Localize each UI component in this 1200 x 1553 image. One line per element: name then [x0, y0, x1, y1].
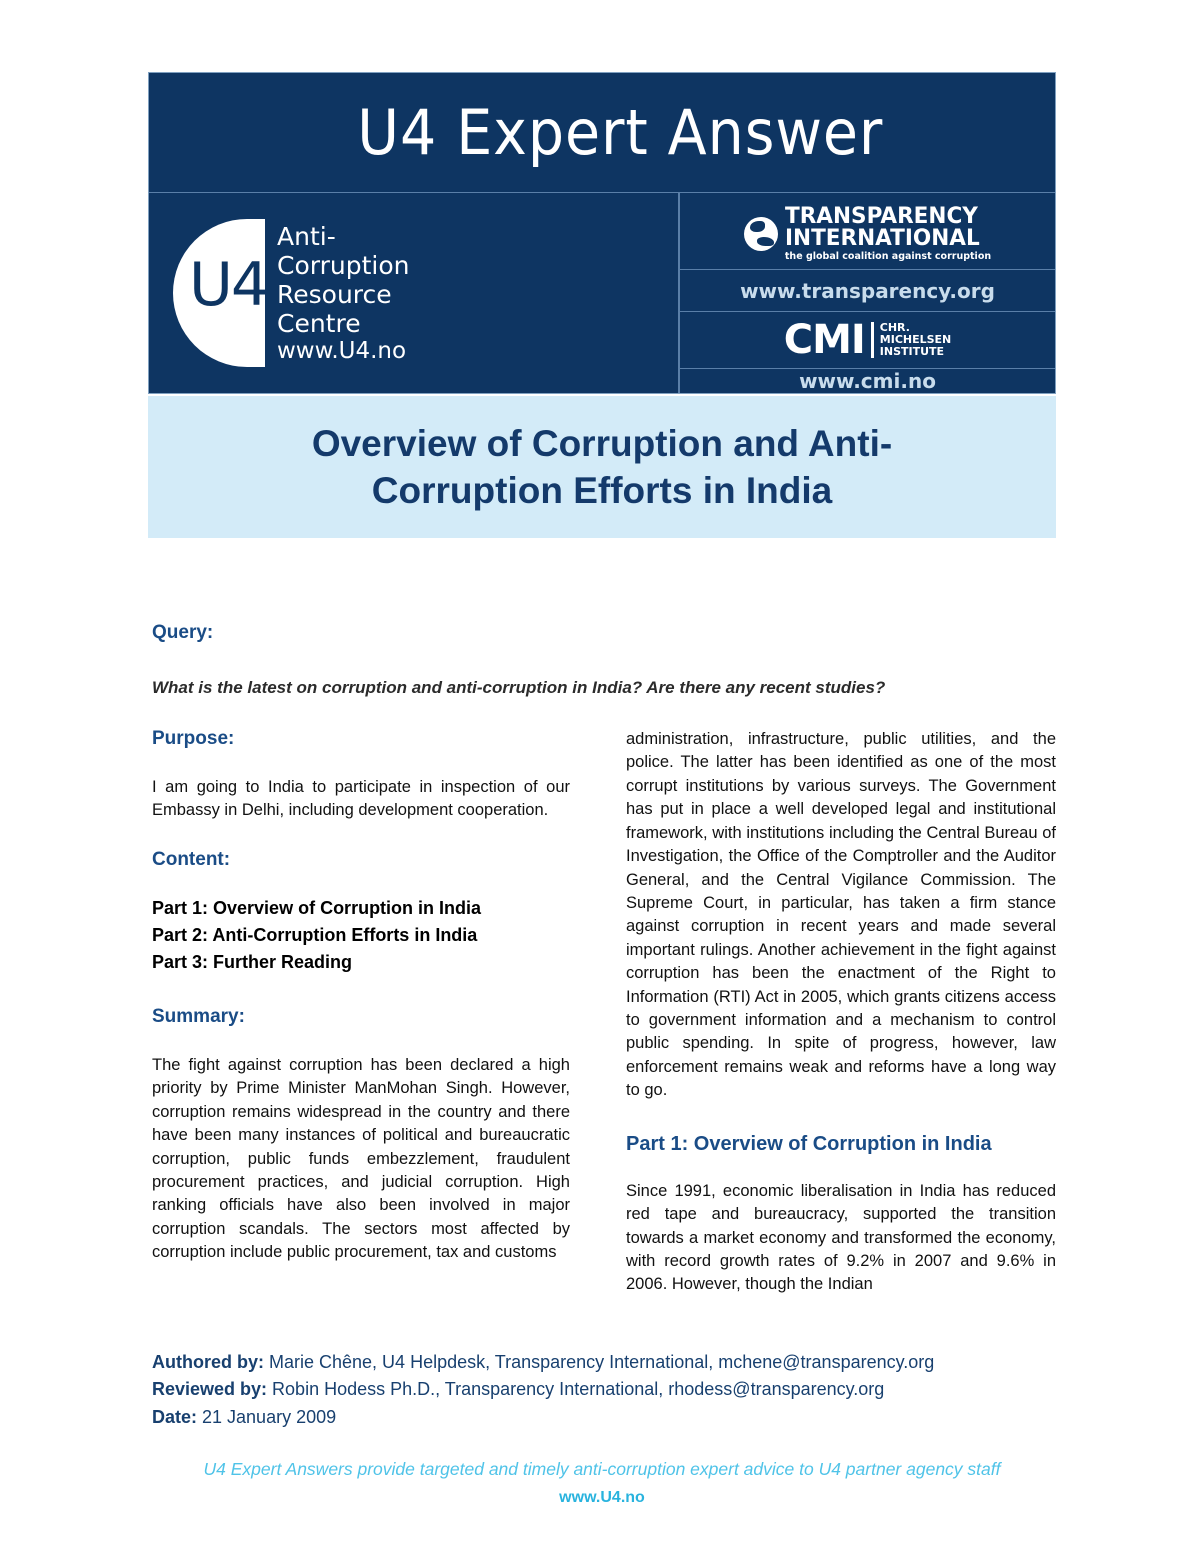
- cmi-url[interactable]: www.cmi.no: [799, 369, 936, 393]
- summary-text-right: administration, infrastructure, public utilities, and the police. The latter has been identified as one of the most corrupt institutions by various surveys. The Government has put in place a well developed legal and institutional framework, with institutions including the Central Bureau of Investigation, the Office of the Comptroller and the Auditor General, and the Central Vigilance Commission. The Supreme Court, in particular, has taken a firm stance against corruption in recent years and made several important rulings. Another achievement in the fight against corruption has been the enactment of the Right to Information (RTI) Act in 2005, which grants citizens access to government information and a mechanism to control public spending. In spite of progress, however, law enforcement remains weak and reforms have a long way to go.: [626, 730, 1056, 1100]
- cmi-acronym: CMI: [783, 317, 865, 364]
- ti-line-1: TRANSPARENCY: [784, 204, 978, 230]
- transparency-url-block: [680, 270, 1055, 312]
- u4-logo-url: www.U4.no: [277, 337, 407, 364]
- u4-logo-wordmark: [277, 222, 409, 365]
- authored-by-label: Authored by:: [152, 1352, 264, 1372]
- u4-logo-line-2: Corruption: [277, 250, 410, 280]
- globe-icon: [744, 217, 778, 251]
- cmi-wordmark: [871, 322, 951, 358]
- header-banner-title-row: [149, 73, 1055, 193]
- cmi-line-3: INSTITUTE: [879, 345, 945, 359]
- authored-by-line: [152, 1349, 1052, 1376]
- date-value: 21 January 2009: [197, 1406, 337, 1427]
- date-label: Date:: [152, 1406, 198, 1427]
- cmi-line-1: CHR.: [879, 321, 910, 335]
- footer-metadata: [152, 1349, 1052, 1431]
- summary-heading: Summary:: [152, 1005, 245, 1027]
- ti-wordmark: [785, 206, 991, 262]
- toc-item-part2: Part 2: Anti-Corruption Efforts in India: [152, 924, 478, 945]
- u4-logo-line-4: Centre: [277, 308, 361, 338]
- u4-logo-cell: [149, 193, 679, 393]
- transparency-url[interactable]: www.transparency.org: [740, 278, 995, 303]
- part1-text: Since 1991, economic liberalisation in India has reduced red tape and bureaucracy, supported the transition towards a market economy and transformed the economy, with record growth rates of 9.2% in 2007 and 9.6% in 2006. However, though the Indian: [626, 1181, 1056, 1294]
- u4-halfcircle-icon: [173, 219, 268, 367]
- toc-item-part3: Part 3: Further Reading: [152, 951, 353, 972]
- reviewed-by-value: Robin Hodess Ph.D., Transparency International, rhodess@transparency.org: [267, 1379, 885, 1400]
- purpose-heading: Purpose:: [152, 728, 235, 749]
- partner-logos-cell: [679, 193, 1055, 393]
- footer-tagline: U4 Expert Answers provide targeted and timely anti-corruption expert advice to U4 partner agency staff: [203, 1459, 1001, 1479]
- page-title: Overview of Corruption and Anti-Corruption Efforts in India: [311, 422, 893, 511]
- part1-heading: Part 1: Overview of Corruption in India: [626, 1132, 992, 1155]
- u4-logo: [173, 219, 409, 367]
- query-heading: Query:: [152, 622, 214, 643]
- date-line: [152, 1404, 1052, 1431]
- footer-url[interactable]: www.U4.no: [559, 1489, 645, 1506]
- u4-logo-line-3: Resource: [277, 279, 392, 309]
- u4-logo-line-1: Anti-: [277, 221, 336, 251]
- content-heading: Content:: [152, 848, 231, 870]
- right-column: [626, 728, 1056, 1297]
- cmi-url-block: [680, 369, 1055, 393]
- ti-tagline: the global coalition against corruption: [784, 251, 992, 263]
- transparency-international-logo: [680, 193, 1055, 270]
- reviewed-by-line: [152, 1376, 1052, 1403]
- summary-text-left: The fight against corruption has been declared a high priority by Prime Minister ManMohan Singh. However, corruption remains widespread in the country and there have been many instances of political and bureaucratic corruption, public funds embezzlement, fraudulent procurement practices, and judicial corruption. High ranking officials have also been involved in major corruption scandals. The sectors most affected by corruption include public procurement, tax and customs: [152, 1055, 570, 1262]
- header-banner-title: U4 Expert Answer: [357, 96, 884, 169]
- reviewed-by-label: Reviewed by:: [152, 1379, 268, 1400]
- table-of-contents: [152, 895, 570, 976]
- query-text: What is the latest on corruption and anti-corruption in India? Are there any recent studies?: [152, 678, 886, 697]
- title-banner: [148, 396, 1056, 538]
- header-logos-row: [149, 193, 1055, 393]
- authored-by-value: Marie Chêne, U4 Helpdesk, Transparency International, mchene@transparency.org: [264, 1352, 935, 1372]
- u4-mark-label: U4: [189, 250, 268, 320]
- ti-line-2: INTERNATIONAL: [784, 226, 980, 252]
- toc-item-part1: Part 1: Overview of Corruption in India: [152, 897, 482, 918]
- left-column: [152, 728, 570, 1265]
- document-header: [148, 72, 1056, 394]
- purpose-text: I am going to India to participate in inspection of our Embassy in Delhi, including development cooperation.: [152, 778, 570, 820]
- cmi-line-2: MICHELSEN: [879, 333, 952, 347]
- cmi-logo: [680, 312, 1055, 369]
